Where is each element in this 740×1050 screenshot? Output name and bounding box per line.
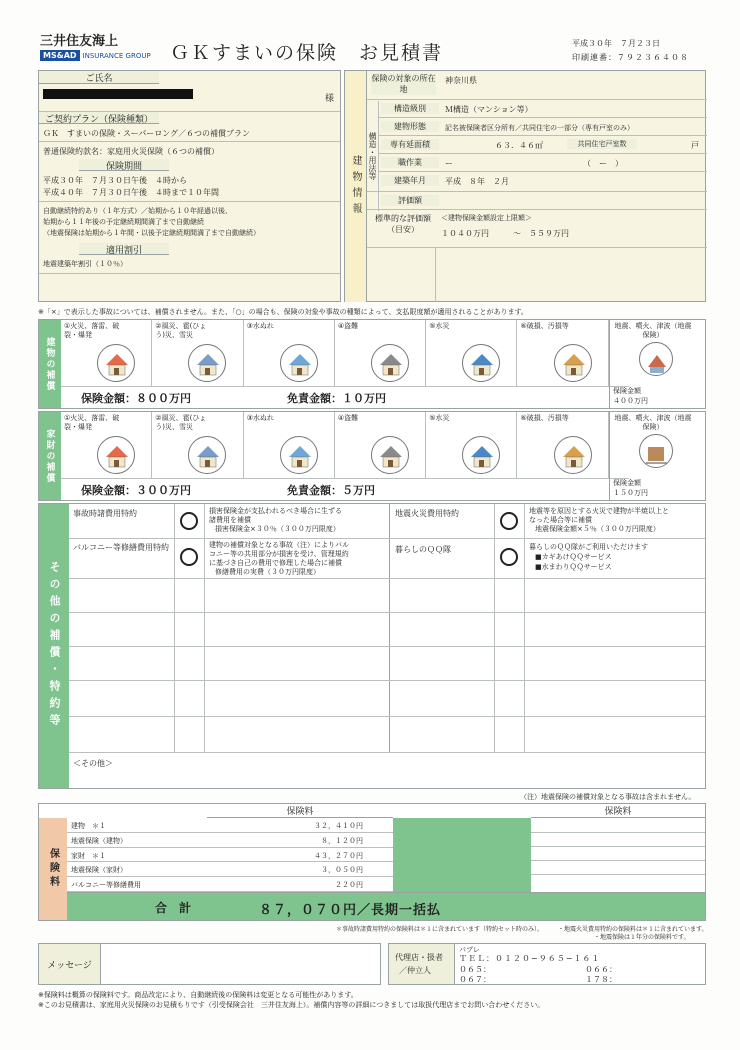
rider-name-4: 暮らしのＱＱ隊 (395, 545, 451, 554)
location-label: 保険の対象の所在地 (371, 74, 436, 94)
rider-desc-4b: ■カギあけＱＱサービス (535, 553, 612, 561)
contents-quake-label: 地震、噴火、津波（地震保険） (614, 414, 692, 431)
contents-peril-illustration-4 (371, 436, 409, 474)
period-from: 平成３０年 ７月３０日午後 ４時から (43, 176, 187, 185)
premium-rows (67, 818, 393, 892)
building-quake-illustration (639, 342, 673, 376)
contents-insured-amount: 保険金額：３００万円 (81, 484, 191, 497)
floor-area-label: 専有延面積 (381, 139, 439, 150)
name-label: ご氏名 (39, 71, 159, 84)
premium-item-value: ４３，２７０円 (314, 851, 363, 860)
auto-renew-line-2: 始期から１１年後の予定継続期間満了まで自動継続 (43, 218, 204, 226)
building-peril-label-3: ③水ぬれ (246, 322, 274, 330)
contents-peril-cell-6 (518, 412, 609, 478)
agent-label-cell (389, 944, 455, 984)
premium-footnote-1: ＊事故時諸費用特約の保険料は＊１に含まれています（特約セット時のみ）。 (336, 926, 544, 933)
rider-desc-4a: 暮らしのＱＱ隊がご利用いただけます (529, 543, 648, 551)
total-row (67, 892, 705, 920)
premium-item-name: バルコニー等修繕費用 (71, 881, 141, 890)
building-coverage-side-label: 建物の補償 (39, 320, 61, 408)
premium-panel (38, 803, 706, 921)
contents-peril-illustration-1 (97, 436, 135, 474)
building-form-value: 記名被保険者区分所有／共同住宅の一部分（専有戸室のみ） (445, 124, 634, 132)
premium-row (67, 862, 393, 877)
building-peril-cell-1 (61, 320, 152, 386)
rider-desc-1b: 諸費用を補償 (209, 516, 251, 524)
agent-line-1b: ０６６： (585, 965, 617, 974)
premium-item-name: 家財 ＊１ (71, 851, 106, 860)
building-peril-label-4: ④盗難 (337, 322, 359, 330)
premium-footnote-3: ・地震保険は１年分の保険料です。 (594, 934, 690, 941)
premium-row (67, 818, 393, 833)
floor-area-value: ６３．４６㎡ (495, 141, 543, 150)
contents-peril-illustration-2 (188, 436, 226, 474)
building-peril-illustration-3 (280, 344, 318, 382)
building-info-side-label: 建物情報 (345, 71, 367, 302)
building-insured-amount: 保険金額：８００万円 (81, 392, 191, 405)
contents-quake-amount: １５０万円 (613, 489, 648, 497)
agent-box (388, 943, 706, 985)
std-valuation-label: 標準的な評価額（目安） (375, 214, 431, 234)
premium-item-name: 地震保険（家財） (71, 866, 127, 875)
footer-note-2: ※このお見積書は、家庭用火災保険のお見積もりです（引受保険会社 三井住友海上）。補償内容等の詳細につきましては取扱代理店までお問い合わせください。 (38, 1001, 545, 1009)
building-quake-label: 地震、噴火、津波（地震保険） (614, 322, 692, 339)
total-label: 合 計 (155, 901, 192, 915)
other-coverage-panel (38, 503, 706, 789)
total-value: ８７，０７０円／長期一括払 (259, 903, 442, 918)
job-label: 職作業 (381, 157, 439, 168)
building-coverage-panel (38, 319, 706, 409)
premium-footnote-2: ・地震火災費用特約の保険料は＊１に含まれています。 (558, 926, 708, 933)
contents-coverage-side-label: 家財の補償 (39, 412, 61, 500)
agent-line-2a: ０６７： (459, 975, 491, 984)
building-peril-cell-5 (426, 320, 517, 386)
contents-quake-illustration (639, 434, 673, 468)
rider-desc-2b: コニー等の共用部分が損害を受け、管理規約 (209, 550, 349, 558)
building-info-panel (344, 70, 706, 302)
build-year-value: 平成 ８年 ２月 (445, 177, 509, 186)
premium-item-value: ３２，４１０円 (314, 822, 363, 830)
rider-name-1: 事故時諸費用特約 (73, 509, 137, 518)
building-peril-label-1: ①火災、落雷、破裂・爆発 (64, 322, 120, 339)
coverage-notice: ※「×」で表示した事故については、補償されません。また、「○」の場合も、保険の対象や事故の種類によって、支払限度額が適用されることがあります。 (38, 308, 528, 316)
plan-value: ＧＫ すまいの保険・スーパーロング／６つの補償プラン (43, 129, 251, 138)
contract-info-panel (38, 70, 341, 302)
contents-peril-label-1: ①火災、落雷、破裂・爆発 (64, 414, 120, 431)
premium-item-value: ８，１２０円 (321, 836, 363, 845)
rider-included-mark-2 (180, 548, 198, 566)
building-peril-illustration-1 (97, 344, 135, 382)
building-peril-label-5: ⑤水災 (429, 322, 450, 330)
building-peril-cell-2 (152, 320, 243, 386)
premium-row (67, 877, 393, 892)
print-number: 印刷連番：７９２３６４０８ (572, 53, 689, 62)
rider-desc-2d: 修繕費用の実費（３０万円限度） (215, 568, 320, 576)
premium-side-label: 保険料 (39, 818, 67, 920)
agent-line-1a: ０６５： (459, 965, 491, 974)
premium-header-right: 保険料 (531, 804, 705, 818)
building-quake-amount-label: 保険金額 (613, 387, 641, 395)
quake-exclusion-note: （注）地震保険の補償対象となる事故は含まれません。 (520, 793, 696, 801)
rider-included-mark-3 (500, 512, 518, 530)
message-box (38, 943, 381, 985)
rider-desc-2c: に基づき自己の費用で修理した場合に補償 (209, 559, 342, 567)
rider-name-2: バルコニー等修繕費用特約 (73, 543, 169, 552)
building-peril-illustration-5 (462, 344, 500, 382)
rider-desc-4c: ■水まわりＱＱサービス (535, 563, 612, 571)
rider-included-mark-1 (180, 512, 198, 530)
building-peril-illustration-2 (188, 344, 226, 382)
contents-quake-amount-label: 保険金額 (613, 479, 641, 487)
std-valuation-value: １０４０万円 〜 ５５９万円 (441, 229, 569, 238)
other-coverage-side-label: その他の補償・特約等 (39, 504, 69, 788)
premium-green-area-mid (393, 818, 531, 892)
footer-note-1: ※保険料は概算の保険料です。商品改定により、自動継続後の保険料は変更となる可能性があります。 (38, 991, 358, 999)
agent-line-2b: １７８： (585, 975, 617, 984)
discount-value: 地震建築年割引（１０％） (43, 260, 127, 268)
contents-peril-cell-3 (244, 412, 335, 478)
structure-sub-label: 構造・用法等 (367, 101, 379, 211)
contents-peril-label-4: ④盗難 (337, 414, 359, 422)
contents-peril-label-5: ⑤水災 (429, 414, 450, 422)
page-title: ＧＫすまいの保険 お見積書 (170, 42, 444, 64)
contents-peril-illustration-3 (280, 436, 318, 474)
build-year-label: 建築年月 (381, 175, 439, 186)
job-paren: （ ー ） (583, 159, 623, 168)
contents-peril-illustration-5 (462, 436, 500, 474)
other-items-label: ＜その他＞ (73, 759, 113, 768)
rider-desc-1a: 損害保険金が支払われるべき場合に生ずる (209, 507, 342, 515)
company-logo: MS&AD INSURANCE GROUP (40, 50, 132, 61)
premium-item-name: 地震保険（建物） (71, 836, 127, 845)
rider-desc-3a: 地震等を原因とする火災で建物が半焼以上と (529, 507, 669, 515)
building-peril-cell-4 (335, 320, 426, 386)
contents-peril-cell-5 (426, 412, 517, 478)
building-form-label: 建物形態 (381, 121, 439, 132)
unit-count-value: 戸 (691, 141, 699, 150)
auto-renew-line-1: 自動継続特約あり（１年方式）／始期から１０年経過以後、 (43, 207, 232, 215)
discount-label: 適用割引 (79, 243, 169, 255)
job-value: ー (445, 159, 453, 168)
rider-desc-3b: なった場合等に補償 (529, 516, 592, 524)
rider-included-mark-4 (500, 548, 518, 566)
building-quake-amount: ４００万円 (613, 397, 648, 405)
company-name: 三井住友海上 (40, 34, 119, 49)
agent-tel: ＴＥＬ：０１２０−９６５−１６１ (459, 954, 601, 963)
building-peril-cell-3 (244, 320, 335, 386)
contents-peril-cell-2 (152, 412, 243, 478)
building-peril-label-6: ⑥破損、汚損等 (520, 322, 569, 330)
building-peril-label-2: ②風災、雹(ひょう)災、雪災 (155, 322, 207, 339)
agent-name: パプレ (459, 946, 480, 954)
premium-right-rows (531, 818, 705, 892)
premium-item-value: ３，０５０円 (321, 866, 363, 875)
building-deductible: 免責金額：１０万円 (287, 392, 386, 405)
auto-renew-line-3: （地震保険は始期から１年間・以後予定継続期間満了まで自動継続） (43, 229, 260, 237)
name-suffix: 様 (325, 94, 335, 104)
premium-row (67, 848, 393, 863)
premium-item-value: ２２０円 (335, 881, 363, 890)
premium-item-name: 建物 ＊１ (71, 822, 106, 830)
agent-label-1: 代理店・扱者 (395, 953, 443, 962)
contents-peril-label-3: ③水ぬれ (246, 414, 274, 422)
contents-peril-cell-1 (61, 412, 152, 478)
contents-peril-label-6: ⑥破損、汚損等 (520, 414, 569, 422)
contents-peril-illustration-6 (554, 436, 592, 474)
contents-deductible: 免責金額：５万円 (287, 484, 375, 497)
location-value: 神奈川県 (445, 76, 477, 85)
rider-name-3: 地震火災費用特約 (395, 509, 459, 518)
building-peril-illustration-6 (554, 344, 592, 382)
rider-desc-1c: 損害保険金×３０％（３００万円限度） (215, 525, 340, 533)
standard-clause: 普通保険約款名：家庭用火災保険（６つの補償） (43, 147, 219, 156)
message-label: メッセージ (39, 944, 101, 984)
valuation-label: 評価額 (381, 195, 439, 206)
premium-header: 保険料 (207, 804, 393, 818)
period-label: 保険期間 (79, 159, 169, 171)
structure-class-value: Ｍ構造（マンション等） (445, 105, 533, 114)
building-peril-illustration-4 (371, 344, 409, 382)
redacted-name (43, 89, 193, 99)
structure-class-label: 構造級別 (381, 103, 439, 114)
issue-date: 平成３０年 ７月２３日 (572, 39, 660, 48)
rider-desc-2a: 建物の補償対象となる事故（注）によりバル (209, 541, 349, 549)
agent-label-2: ／仲立人 (399, 966, 431, 975)
period-to: 平成４０年 ７月３０日午後 ４時まで１０年間 (43, 188, 219, 197)
premium-row (67, 833, 393, 848)
building-peril-cell-6 (518, 320, 609, 386)
rider-desc-3c: 地震保険金額×５％（３００万円限度） (535, 525, 660, 533)
std-valuation-note: ＜建物保険金額設定上限額＞ (441, 214, 532, 222)
plan-label: ご契約プラン（保険種類） (39, 112, 159, 124)
contents-coverage-panel (38, 411, 706, 501)
unit-count-label: 共同住宅戸室数 (567, 139, 637, 149)
contents-peril-label-2: ②風災、雹(ひょう)災、雪災 (155, 414, 207, 431)
contents-peril-cell-4 (335, 412, 426, 478)
